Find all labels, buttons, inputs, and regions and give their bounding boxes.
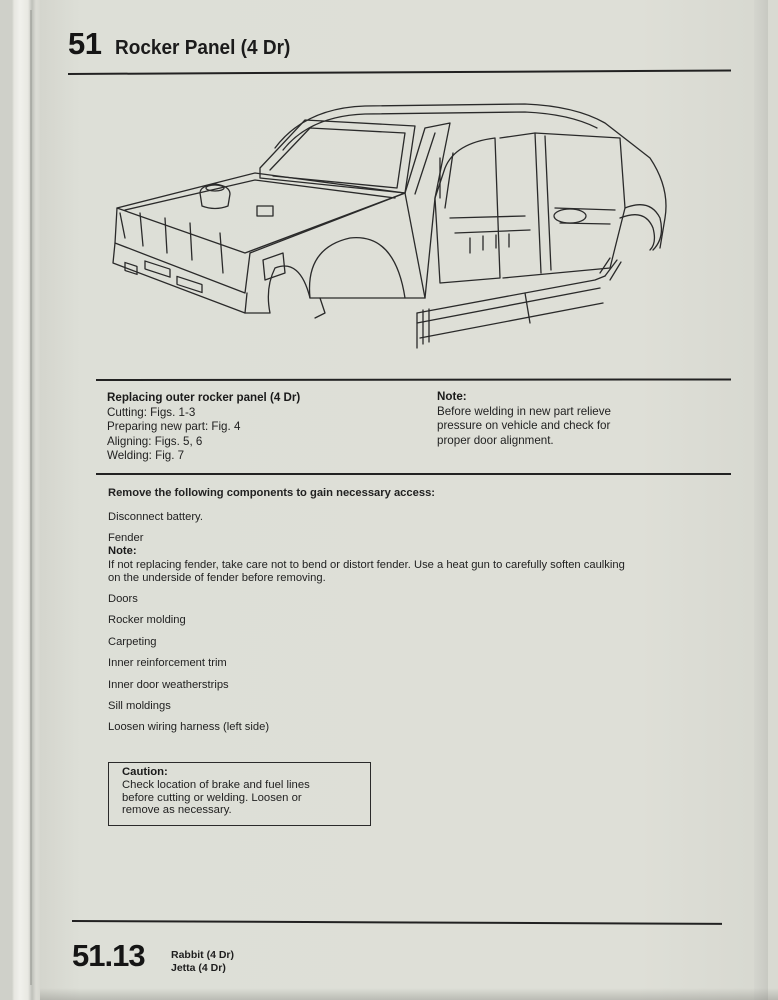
procedure-block: [107, 391, 300, 464]
binding-crease: [30, 10, 32, 985]
model-label: Jetta (4 Dr): [171, 961, 226, 974]
procedure-step: Welding: Fig. 7: [107, 449, 185, 463]
note-line: pressure on vehicle and check for: [437, 419, 611, 433]
note-line: proper door alignment.: [437, 433, 554, 447]
removal-heading: Remove the following components to gain necessary access:: [108, 487, 436, 499]
section-rule-2: [96, 473, 731, 475]
fender-note-line: If not replacing fender, take care not to bend or distort fender. Use a heat gun to carefully soften caulking: [108, 558, 625, 571]
removal-item: Rocker molding: [108, 614, 186, 627]
caution-line: remove as necessary.: [122, 804, 232, 817]
fender-note: [108, 545, 728, 585]
fender-note-line: on the underside of fender before removing.: [108, 571, 326, 584]
note-block-top: [437, 390, 611, 448]
removal-section: [108, 486, 728, 742]
removal-item: Disconnect battery.: [108, 511, 203, 523]
removal-item: Inner reinforcement trim: [108, 657, 227, 670]
footer-models: [171, 949, 234, 974]
car-body-illustration: [105, 98, 675, 353]
removal-item: Sill moldings: [108, 699, 171, 712]
chapter-title: Rocker Panel (4 Dr): [115, 37, 291, 59]
removal-item: Inner door weatherstrips: [108, 678, 229, 691]
book-binding-edge: [0, 0, 42, 1000]
procedure-step: Cutting: Figs. 1-3: [107, 405, 196, 419]
caution-line: before cutting or welding. Loosen or: [122, 791, 302, 804]
chapter-number: 51: [68, 26, 102, 61]
fender-note-label: Note:: [108, 545, 137, 558]
removal-item: Carpeting: [108, 635, 157, 648]
page-number: 51.13: [72, 938, 145, 973]
model-label: Rabbit (4 Dr): [171, 949, 234, 961]
page-edge-shadow: [754, 0, 768, 1000]
procedure-step: Preparing new part: Fig. 4: [107, 420, 241, 434]
removal-item: Loosen wiring harness (left side): [108, 721, 270, 734]
caution-box: [108, 762, 371, 826]
procedure-step: Aligning: Figs. 5, 6: [107, 434, 203, 448]
note-line: Before welding in new part relieve: [437, 404, 612, 418]
note-label: Note:: [437, 390, 467, 403]
removal-item: Doors: [108, 593, 138, 605]
page-bottom-shadow: [40, 988, 778, 1000]
removal-item: Fender: [108, 532, 144, 545]
caution-line: Check location of brake and fuel lines: [122, 778, 310, 791]
page-header: [68, 26, 300, 62]
caution-label: Caution:: [122, 766, 168, 778]
procedure-title: Replacing outer rocker panel (4 Dr): [107, 391, 301, 404]
